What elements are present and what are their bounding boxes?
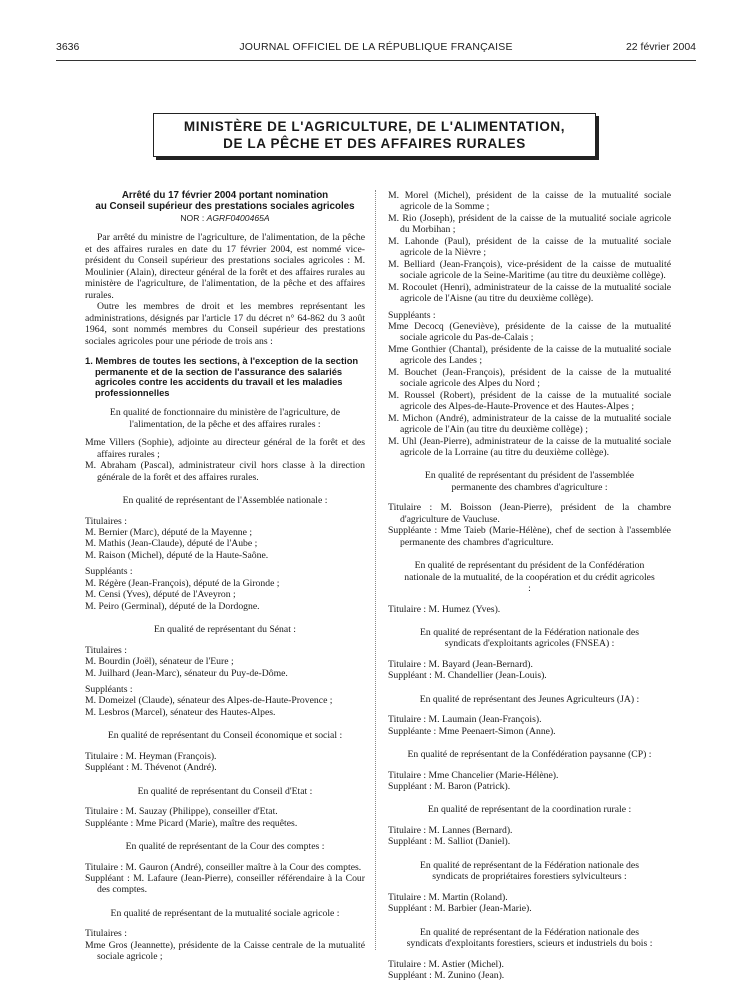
qualite-cour-comptes: En qualité de représentant de la Cour des comptes : bbox=[125, 841, 325, 853]
left-column bbox=[85, 190, 365, 963]
member-msa-suppleant: Mme Gonthier (Chantal), présidente de la caisse de la mutualité sociale agricole des Landes ; bbox=[388, 343, 671, 367]
member-msa-suppleant: M. Bouchet (Jean-François), président de la caisse de la mutualité sociale agricole des Alpes du Nord ; bbox=[388, 366, 671, 390]
member-an-titulaire: M. Bernier (Marc), député de la Mayenne ; bbox=[85, 526, 253, 538]
qualite-fnef: En qualité de représentant de la Fédération nationale des syndicats d'exploitants forestiers, scieurs et industriels du bois : bbox=[406, 926, 653, 950]
member-senat-suppleant: M. Lesbros (Marcel), sénateur des Hautes-Alpes. bbox=[85, 706, 276, 718]
member-an-suppleant: M. Peiro (Germinal), député de la Dordogne. bbox=[85, 600, 260, 612]
member-msa-suppleant: M. Michon (André), administrateur de la caisse de la mutualité sociale agricole de l'Ain (au titre du deuxième collège) ; bbox=[388, 412, 671, 436]
member-senat-suppleant: M. Domeizel (Claude), sénateur des Alpes-de-Haute-Provence ; bbox=[85, 695, 333, 707]
qualite-fonctionnaire: En qualité de fonctionnaire du ministère de l'agriculture, de l'alimentation, de la pêche et des affaires rurales : bbox=[109, 407, 341, 430]
page-header bbox=[56, 41, 696, 57]
member-gros: Mme Gros (Jeannette), présidente de la Caisse centrale de la mutualité sociale agricole ; bbox=[85, 939, 365, 963]
member-apca-titulaire: Titulaire : M. Boisson (Jean-Pierre), président de la chambre d'agriculture de Vaucluse. bbox=[388, 502, 671, 525]
member-ja-titulaire: Titulaire : M. Laumain (Jean-François). bbox=[388, 714, 542, 726]
member-an-suppleant: M. Régère (Jean-François), député de la Gironde ; bbox=[85, 577, 280, 589]
qualite-senat: En qualité de représentant du Sénat : bbox=[153, 624, 297, 636]
nor-reference bbox=[85, 213, 365, 224]
qualite-apca: En qualité de représentant du président de l'assemblée permanente des chambres d'agriculture : bbox=[424, 470, 635, 493]
ministry-banner bbox=[153, 113, 596, 157]
arrete-title bbox=[85, 190, 365, 212]
titulaires-label: Titulaires : bbox=[85, 515, 127, 527]
member-apca-suppleante: Suppléante : Mme Taieb (Marie-Hélène), chef de section à l'assemblée permanente des chambres d'agriculture. bbox=[388, 525, 671, 548]
qualite-cp: En qualité de représentant de la Confédération paysanne (CP) : bbox=[407, 749, 652, 761]
qualite-msa: En qualité de représentant de la mutualité sociale agricole : bbox=[110, 907, 340, 919]
member-cc-suppleant: Suppléant : M. Lafaure (Jean-Pierre), conseiller référendaire à la Cour des comptes. bbox=[85, 872, 365, 896]
titulaires-label: Titulaires : bbox=[85, 644, 127, 656]
member-senat-titulaire: M. Bourdin (Joël), sénateur de l'Eure ; bbox=[85, 656, 234, 668]
qualite-coordination-rurale: En qualité de représentant de la coordination rurale : bbox=[427, 804, 632, 816]
member-ces-suppleant: Suppléant : M. Thévenot (André). bbox=[85, 762, 217, 774]
member-fnsea-titulaire: Titulaire : M. Bayard (Jean-Bernard). bbox=[388, 658, 533, 670]
member-senat-titulaire: M. Juilhard (Jean-Marc), sénateur du Puy-de-Dôme. bbox=[85, 667, 288, 679]
member-msa-titulaire: M. Rocoulet (Henri), administrateur de la caisse de la mutualité sociale agricole de l'Aisne (au titre du deuxième collège). bbox=[388, 281, 671, 305]
member-fnsea-suppleant: Suppléant : M. Chandellier (Jean-Louis). bbox=[388, 670, 547, 682]
member-cp-suppleant: Suppléant : M. Baron (Patrick). bbox=[388, 781, 511, 793]
member-ces-titulaire: Titulaire : M. Heyman (François). bbox=[85, 750, 217, 762]
column-separator bbox=[375, 190, 376, 950]
member-abraham: M. Abraham (Pascal), administrateur civil hors classe à la direction générale de la forêt et des affaires rurales. bbox=[85, 460, 365, 483]
member-cnmcca-titulaire: Titulaire : M. Humez (Yves). bbox=[388, 603, 501, 615]
qualite-assemblee-nationale: En qualité de représentant de l'Assemblée nationale : bbox=[122, 495, 328, 507]
qualite-ja: En qualité de représentant des Jeunes Agriculteurs (JA) : bbox=[419, 693, 640, 705]
member-an-titulaire: M. Mathis (Jean-Claude), député de l'Aube ; bbox=[85, 538, 258, 550]
member-an-suppleant: M. Censi (Yves), député de l'Aveyron ; bbox=[85, 589, 236, 601]
suppleants-label: Suppléants : bbox=[85, 566, 133, 578]
publication-date: 22 février 2004 bbox=[625, 41, 696, 53]
member-fnef-suppleant: Suppléant : M. Zunino (Jean). bbox=[388, 970, 505, 982]
journal-title: JOURNAL OFFICIEL DE LA RÉPUBLIQUE FRANÇAISE bbox=[239, 41, 513, 53]
intro-paragraph-2: Outre les membres de droit et les membres représentant les administrations, désignés par l'article 17 du décret n° 64-862 du 3 août 1964, sont nommés membres du Conseil supérieur des prestations sociales agricoles pour une période de trois ans : bbox=[85, 301, 365, 347]
member-ce-suppleante: Suppléante : Mme Picard (Marie), maître des requêtes. bbox=[85, 817, 298, 829]
member-msa-titulaire: M. Lahonde (Paul), président de la caisse de la mutualité sociale agricole de la Nièvre ; bbox=[388, 235, 671, 259]
right-column bbox=[388, 190, 671, 981]
member-msa-titulaire: M. Rio (Joseph), président de la caisse de la mutualité sociale agricole du Morbihan ; bbox=[388, 212, 671, 236]
member-ce-titulaire: Titulaire : M. Sauzay (Philippe), conseiller d'Etat. bbox=[85, 806, 278, 818]
member-villers: Mme Villers (Sophie), adjointe au directeur général de la forêt et des affaires rurales ; bbox=[85, 437, 365, 460]
ministry-line-1: MINISTÈRE DE L'AGRICULTURE, DE L'ALIMENTATION, bbox=[183, 119, 566, 134]
qualite-fpfs: En qualité de représentant de la Fédération nationale des syndicats de propriétaires forestiers sylviculteurs : bbox=[420, 859, 639, 883]
nor-label: NOR : bbox=[180, 213, 205, 223]
intro-paragraph-1: Par arrêté du ministre de l'agriculture, de l'alimentation, de la pêche et des affaires rurales en date du 17 février 2004, est nommé vice-président du Conseil supérieur des prestations sociales agricoles : M. Moulinier (Alain), directeur général de la forêt et des affaires rurales au ministère de l'agriculture, de l'alimentation, de la pêche et des affaires rurales. bbox=[85, 232, 365, 301]
suppleants-label: Suppléants : bbox=[85, 683, 133, 695]
member-an-titulaire: M. Raison (Michel), député de la Haute-Saône. bbox=[85, 549, 269, 561]
member-fpfs-suppleant: Suppléant : M. Barbier (Jean-Marie). bbox=[388, 903, 532, 915]
member-fnef-titulaire: Titulaire : M. Astier (Michel). bbox=[388, 958, 504, 970]
qualite-cnmcca: En qualité de représentant du président de la Confédération nationale de la mutualité, de la coopération et du crédit agricoles : bbox=[404, 560, 655, 595]
member-cc-titulaire: Titulaire : M. Gauron (André), conseiller maître à la Cour des comptes. bbox=[85, 861, 362, 873]
member-cp-titulaire: Titulaire : Mme Chancelier (Marie-Hélène). bbox=[388, 769, 559, 781]
member-cr-titulaire: Titulaire : M. Lannes (Bernard). bbox=[388, 824, 513, 836]
member-msa-suppleant: Mme Decocq (Geneviève), présidente de la caisse de la mutualité sociale agricole du Pas-de-Calais ; bbox=[388, 320, 671, 344]
nor-code: AGRF0400465A bbox=[206, 213, 270, 223]
ministry-line-2: DE LA PÊCHE ET DES AFFAIRES RURALES bbox=[223, 136, 526, 151]
member-msa-suppleant: M. Uhl (Jean-Pierre), administrateur de la caisse de la mutualité sociale agricole de la Lorraine (au titre du deuxième collège). bbox=[388, 435, 671, 458]
arrete-title-line-2: au Conseil supérieur des prestations sociales agricoles bbox=[95, 201, 355, 212]
member-msa-suppleant: M. Roussel (Robert), président de la caisse de la mutualité sociale agricole des Alpes-de-Haute-Provence et des Hautes-Alpes ; bbox=[388, 389, 671, 413]
suppleants-label: Suppléants : bbox=[388, 309, 436, 321]
member-fpfs-titulaire: Titulaire : M. Martin (Roland). bbox=[388, 891, 508, 903]
qualite-conseil-etat: En qualité de représentant du Conseil d'Etat : bbox=[137, 785, 313, 797]
qualite-ces: En qualité de représentant du Conseil économique et social : bbox=[107, 730, 343, 742]
member-ja-suppleante: Suppléante : Mme Peenaert-Simon (Anne). bbox=[388, 725, 556, 737]
titulaires-label: Titulaires : bbox=[85, 928, 127, 940]
member-msa-titulaire: M. Morel (Michel), président de la caisse de la mutualité sociale agricole de la Somme ; bbox=[388, 190, 671, 213]
qualite-fnsea: En qualité de représentant de la Fédération nationale des syndicats d'exploitants agricoles (FNSEA) : bbox=[420, 626, 639, 650]
member-cr-suppleant: Suppléant : M. Salliot (Daniel). bbox=[388, 836, 511, 848]
section-1-title: 1. Membres de toutes les sections, à l'exception de la section permanente et de la section de l'assurance des salariés agricoles contre les accidents du travail et les maladies professionnelles bbox=[85, 354, 359, 398]
header-rule bbox=[56, 60, 696, 61]
arrete-title-line-1: Arrêté du 17 février 2004 portant nomination bbox=[121, 190, 329, 201]
member-msa-titulaire: M. Belliard (Jean-François), vice-président de la caisse de mutualité sociale agricole de la Seine-Maritime (au titre du deuxième collège). bbox=[388, 258, 671, 282]
page-number: 3636 bbox=[56, 41, 80, 53]
